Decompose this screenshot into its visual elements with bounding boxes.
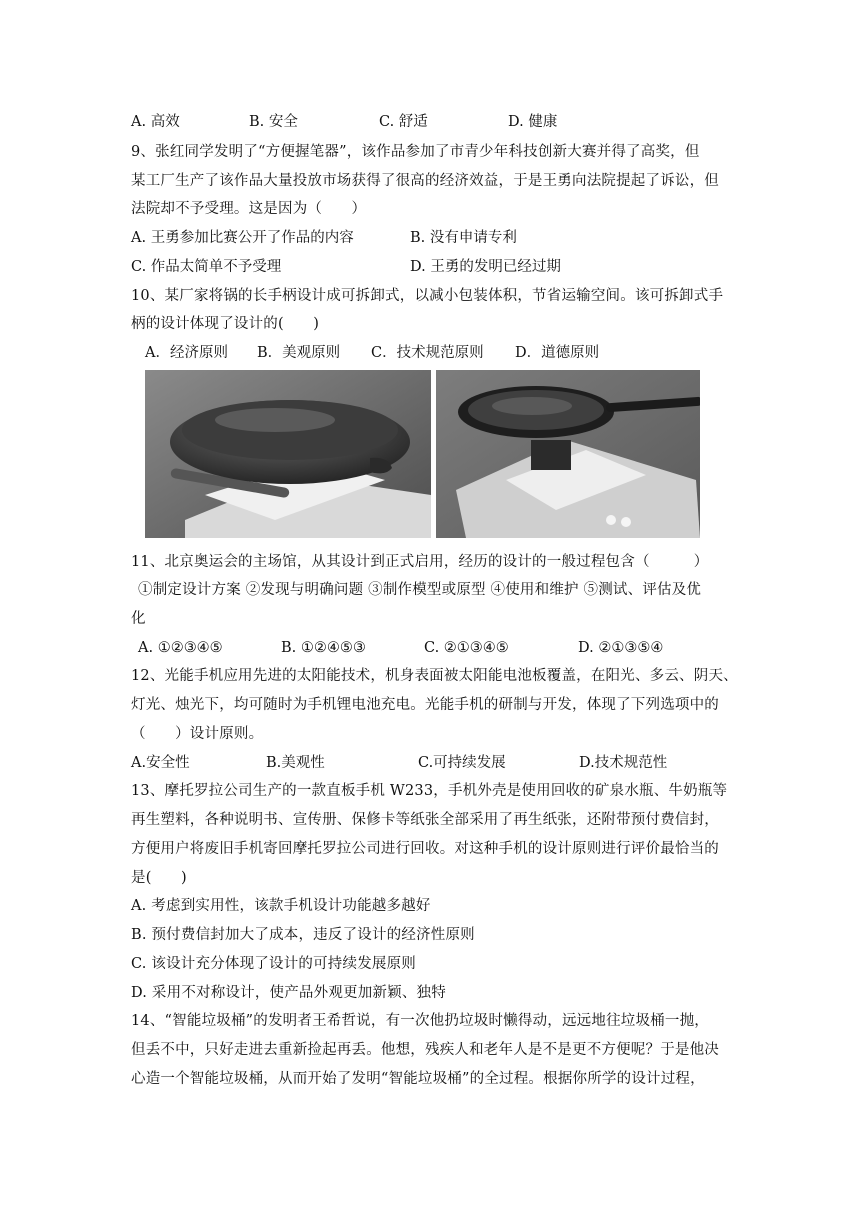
q14-stem-line-1: 14、“智能垃圾桶”的发明者王希哲说，有一次他扔垃圾时懒得动，远远地往垃圾桶一抛，: [131, 1013, 709, 1029]
q10-option-d[interactable]: D．道德原则: [515, 345, 600, 361]
q9-option-d[interactable]: D. 王勇的发明已经过期: [410, 259, 561, 275]
q13-stem-line-1: 13、摩托罗拉公司生产的一款直板手机 W233，手机外壳是使用回收的矿泉水瓶、牛奶瓶等: [131, 783, 728, 799]
q10-stem-line-2: 柄的设计体现了设计的( ): [131, 316, 320, 332]
q13-option-c[interactable]: C. 该设计充分体现了设计的可持续发展原则: [131, 956, 416, 972]
q11-stem-line-1: 11、北京奥运会的主场馆，从其设计到正式启用，经历的设计的一般过程包含（ ）: [131, 554, 709, 570]
q9-option-c[interactable]: C. 作品太简单不予受理: [131, 259, 282, 275]
q13-stem-line-2: 再生塑料，各种说明书、宣传册、保修卡等纸张全部采用了再生纸张，还附带预付费信封，: [131, 812, 719, 828]
q9-stem-line-3: 法院却不予受理。这是因为（ ）: [131, 201, 367, 217]
q9-options-row-1: [131, 228, 731, 248]
q12-option-a[interactable]: A.安全性: [131, 755, 190, 771]
q11-option-a[interactable]: A. ①②③④⑤: [138, 640, 223, 656]
q12-options: [131, 753, 731, 773]
q10-stem-line-1: 10、某厂家将锅的长手柄设计成可拆卸式，以减小包装体积，节省运输空间。该可拆卸式手: [131, 288, 724, 304]
q12-stem-line-2: 灯光、烛光下，均可随时为手机锂电池充电。光能手机的研制与开发，体现了下列选项中的: [131, 697, 719, 713]
q12-stem-line-3: （ ）设计原则。: [131, 726, 264, 742]
frying-pan-illustration: [436, 370, 700, 538]
q12-option-b[interactable]: B.美观性: [266, 755, 325, 771]
q10-option-c[interactable]: C．技术规范原则: [371, 345, 484, 361]
q8-option-d[interactable]: D. 健康: [508, 114, 558, 130]
q10-option-b[interactable]: B．美观原则: [257, 345, 341, 361]
q12-option-c[interactable]: C.可持续发展: [418, 755, 506, 771]
q8-options: [131, 112, 731, 132]
q11-stem-line-3: 化: [131, 611, 146, 627]
q13-stem-line-4: 是( ): [131, 870, 187, 886]
wok-illustration: [145, 370, 431, 538]
q12-option-d[interactable]: D.技术规范性: [579, 755, 668, 771]
q9-stem-line-1: 9、张红同学发明了“方便握笔器”，该作品参加了市青少年科技创新大赛并得了高奖，但: [131, 144, 700, 160]
q11-option-b[interactable]: B. ①②④⑤③: [281, 640, 366, 656]
q9-option-b[interactable]: B. 没有申请专利: [410, 230, 517, 246]
q13-option-b[interactable]: B. 预付费信封加大了成本，违反了设计的经济性原则: [131, 927, 475, 943]
q14-stem-line-3: 心造一个智能垃圾桶，从而开始了发明“智能垃圾桶”的全过程。根据你所学的设计过程，: [131, 1071, 705, 1087]
q8-option-c[interactable]: C. 舒适: [379, 114, 428, 130]
q13-option-a[interactable]: A. 考虑到实用性，该款手机设计功能越多越好: [131, 898, 431, 914]
q9-options-row-2: [131, 257, 731, 277]
q13-stem-line-3: 方便用户将废旧手机寄回摩托罗拉公司进行回收。对这种手机的设计原则进行评价最恰当的: [131, 841, 719, 857]
q14-stem-line-2: 但丢不中，只好走进去重新捡起再丢。他想，残疾人和老年人是不是更不方便呢？于是他决: [131, 1042, 719, 1058]
q11-options: [138, 638, 738, 658]
q11-option-c[interactable]: C. ②①③④⑤: [424, 640, 509, 656]
q9-stem-line-2: 某工厂生产了该作品大量投放市场获得了很高的经济效益，于是王勇向法院提起了诉讼，但: [131, 173, 719, 189]
wok-with-detachable-handle-photo: [145, 370, 431, 538]
q10-options: [145, 343, 745, 363]
q12-stem-line-1: 12、光能手机应用先进的太阳能技术，机身表面被太阳能电池板覆盖，在阳光、多云、阴天、: [131, 668, 738, 684]
q8-option-b[interactable]: B. 安全: [249, 114, 298, 130]
q8-option-a[interactable]: A. 高效: [131, 114, 180, 130]
q11-option-d[interactable]: D. ②①③⑤④: [578, 640, 664, 656]
q10-option-a[interactable]: A．经济原则: [145, 345, 228, 361]
q9-option-a[interactable]: A. 王勇参加比赛公开了作品的内容: [131, 230, 354, 246]
frying-pan-with-handle-photo: [436, 370, 700, 538]
q11-stem-line-2: ①制定设计方案 ②发现与明确问题 ③制作模型或原型 ④使用和维护 ⑤测试、评估及优: [138, 582, 702, 598]
q13-option-d[interactable]: D. 采用不对称设计，使产品外观更加新颖、独特: [131, 985, 446, 1001]
